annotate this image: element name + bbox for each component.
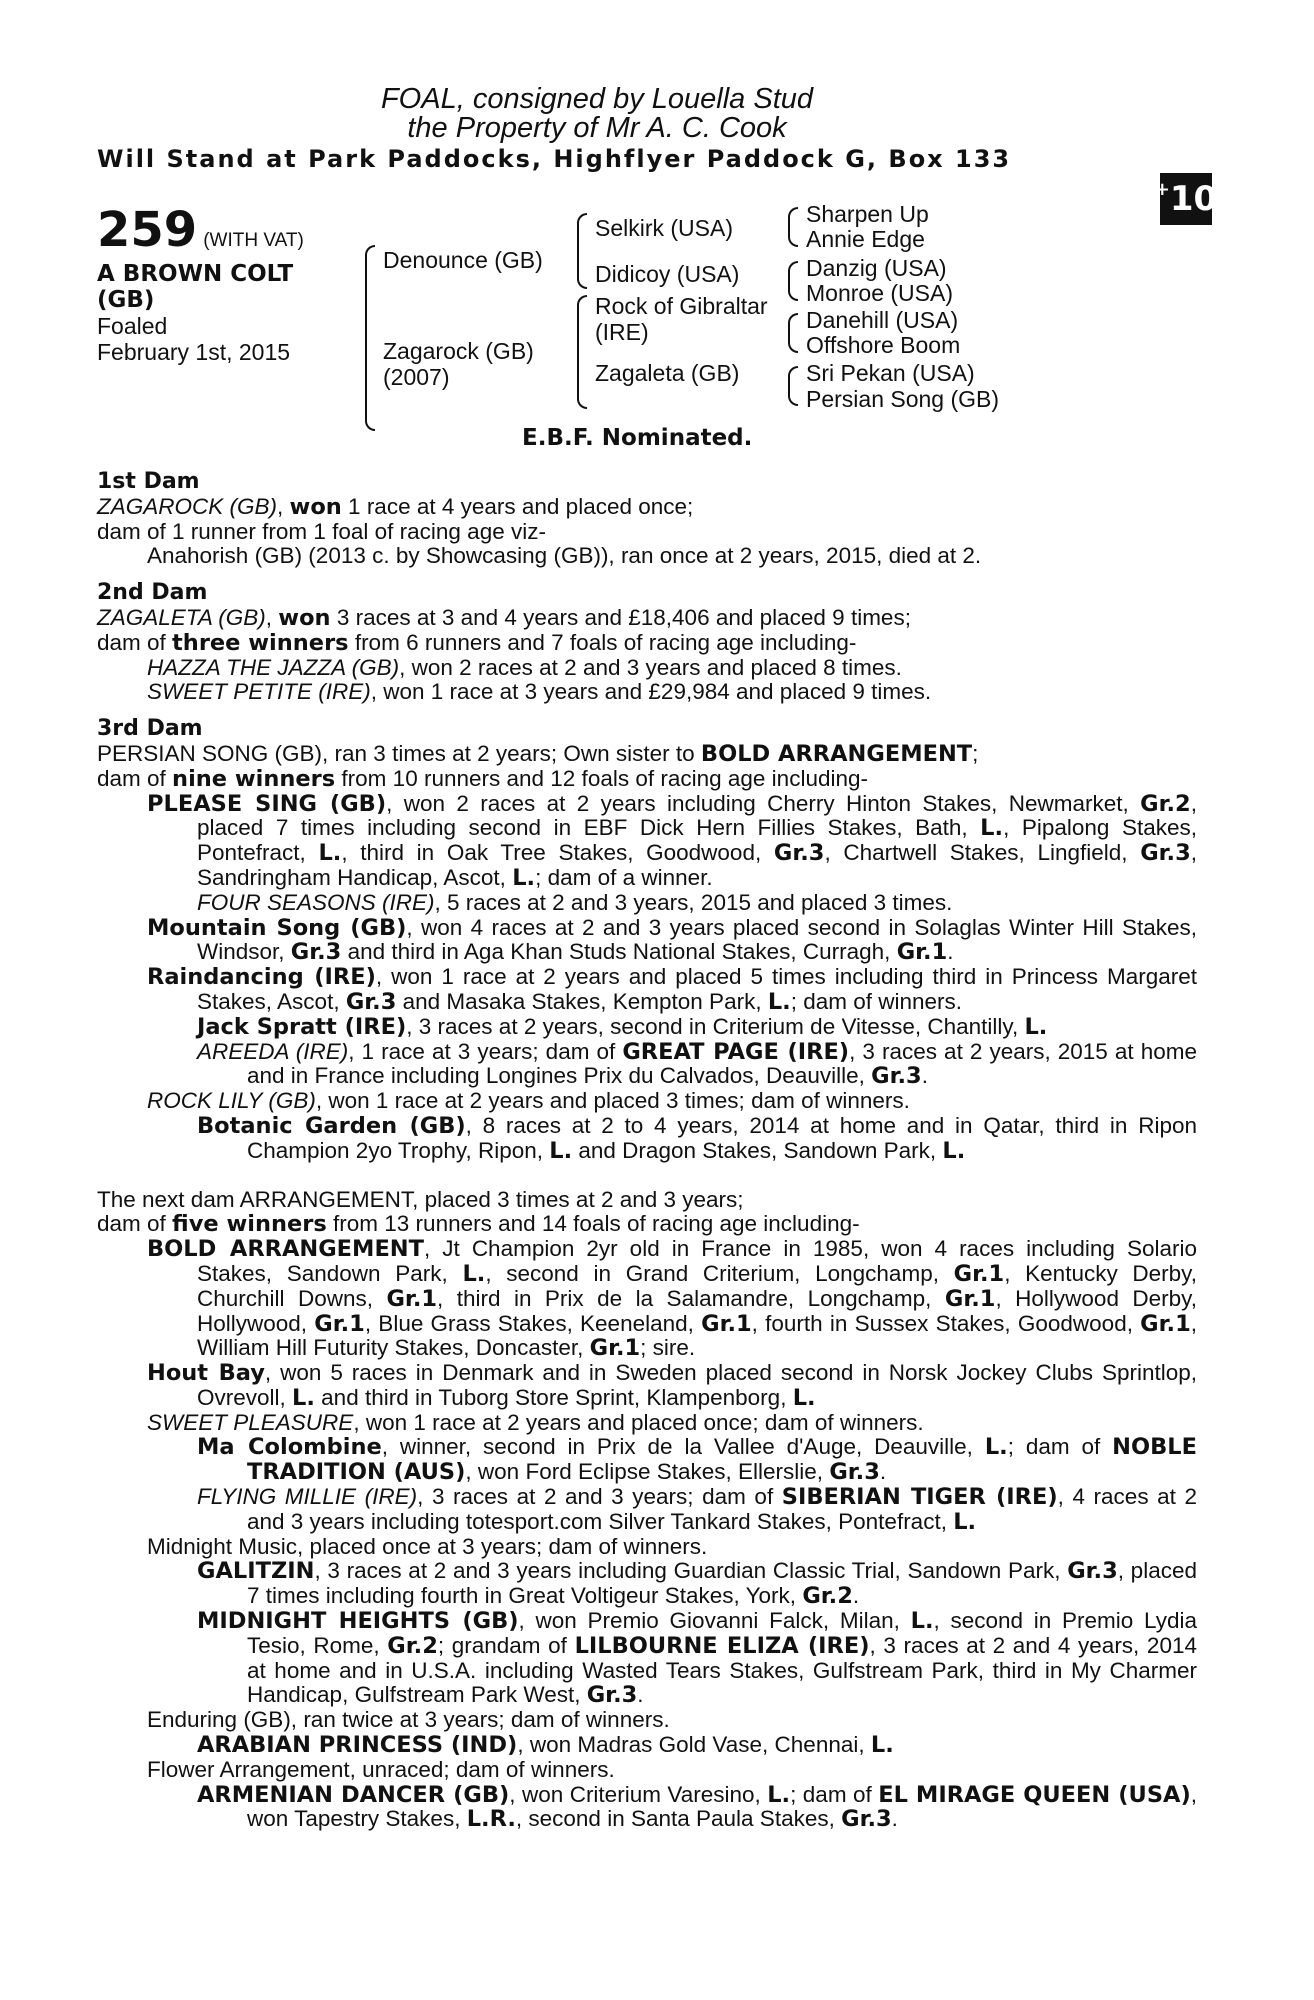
ddd: Persian Song (GB) bbox=[806, 386, 1000, 412]
produce-item: FOUR SEASONS (IRE), 5 races at 2 and 3 years, 2015 and placed 3 times. bbox=[197, 889, 953, 915]
third-dam-heading: 3rd Dam bbox=[97, 716, 203, 742]
second-dam-text: ZAGALETA (GB), won 3 races at 3 and 4 years and £18,406 and placed 9 times; bbox=[97, 604, 911, 631]
produce-item: SWEET PETITE (IRE), won 1 race at 3 years and £29,984 and placed 9 times. bbox=[147, 679, 932, 705]
foaled-label: Foaled bbox=[97, 313, 168, 339]
produce-item: Raindancing (IRE), won 1 race at 2 years and placed 5 times including third in Princess Margaret Stakes, Ascot, Gr.3 and Masaka Stakes, Kempton Park, L.; dam of winners. bbox=[147, 964, 1197, 1015]
produce-item: Mountain Song (GB), won 4 races at 2 and 3 years placed second in Solaglas Winter Hill Stakes, Windsor, Gr.3 and third in Aga Khan Studs National Stakes, Curragh, Gr.1. bbox=[147, 914, 1197, 966]
lot-badge: + 10 bbox=[1160, 173, 1212, 225]
first-dam-produce: dam of 1 runner from 1 foal of racing age viz- bbox=[97, 518, 546, 544]
produce-item: BOLD ARRANGEMENT, Jt Champion 2yr old in France in 1985, won 4 races including Solario Stakes, Sandown Park, L., second in Grand Criterium, Longchamp, Gr.1, Kentucky Derby, Churchill Downs, Gr.1, third in Prix de la Salamandre, Longchamp, Gr.1, Hollywood Derby, Hollywood, Gr.1, Blue Grass Stakes, Keeneland, Gr.1, fourth in Sussex Stakes, Goodwood, Gr.1, William Hill Futurity Stakes, Doncaster, Gr.1; sire. bbox=[147, 1236, 1198, 1362]
property-line: the Property of Mr A. C. Cook bbox=[407, 112, 787, 144]
produce-item: MIDNIGHT HEIGHTS (GB), won Premio Giovanni Falck, Milan, L., second in Premio Lydia Tesio, Rome, Gr.2; grandam of LILBOURNE ELIZA (IRE), 3 races at 2 and 4 years, 2014 at home and in U.S.A. including Wasted Tears Stakes, Gulfstream Park, third in My Charmer Handicap, Gulfstream Park West, Gr.3. bbox=[197, 1608, 1197, 1709]
second-dam-heading: 2nd Dam bbox=[97, 580, 208, 606]
dam: Zagarock (GB) bbox=[383, 338, 534, 364]
foaled-date: February 1st, 2015 bbox=[97, 339, 291, 365]
produce-item: Jack Spratt (IRE), 3 races at 2 years, second in Criterium de Vitesse, Chantilly, L. bbox=[197, 1013, 1048, 1040]
first-dam-text: ZAGAROCK (GB), won 1 race at 4 years and placed once; bbox=[97, 493, 694, 520]
pedigree-block bbox=[97, 201, 1197, 451]
first-dam-heading: 1st Dam bbox=[97, 469, 200, 494]
catalogue-header bbox=[97, 85, 1197, 172]
second-dam-produce: dam of three winners from 6 runners and 7 foals of racing age including- bbox=[97, 629, 857, 656]
ssd: Annie Edge bbox=[806, 226, 925, 252]
produce-item: Flower Arrangement, unraced; dam of winners. bbox=[147, 1756, 615, 1782]
sds: Danzig (USA) bbox=[806, 255, 947, 281]
lot-description: A BROWN COLT (GB) bbox=[97, 261, 294, 313]
lot-number: 259 bbox=[97, 202, 198, 258]
next-dam-produce: dam of five winners from 13 runners and 14 foals of racing age including- bbox=[97, 1211, 860, 1238]
produce-item: Midnight Music, placed once at 3 years; dam of winners. bbox=[147, 1533, 708, 1559]
ebf-note: E.B.F. Nominated. bbox=[522, 425, 753, 451]
produce-item: Botanic Garden (GB), 8 races at 2 to 4 years, 2014 at home and in Qatar, third in Ripon Champion 2yo Trophy, Ripon, L. and Dragon Stakes, Sandown Park, L. bbox=[197, 1112, 1197, 1164]
dam-sire-suffix: (IRE) bbox=[595, 319, 649, 345]
sss: Sharpen Up bbox=[806, 201, 929, 227]
produce-item: Anahorish (GB) (2013 c. by Showcasing (GB)), ran once at 2 years, 2015, died at 2. bbox=[147, 543, 982, 569]
produce-item: ARMENIAN DANCER (GB), won Criterium Varesino, L.; dam of EL MIRAGE QUEEN (USA), won Tapestry Stakes, L.R., second in Santa Paula Stakes, Gr.3. bbox=[197, 1781, 1197, 1833]
produce-item: Hout Bay, won 5 races in Denmark and in Sweden placed second in Norsk Jockey Clubs Sprintlop, Ovrevoll, L. and third in Tuborg Store Sprint, Klampenborg, L. bbox=[147, 1360, 1197, 1411]
dam-sire: Rock of Gibraltar bbox=[595, 293, 768, 319]
consignor-line: FOAL, consigned by Louella Stud bbox=[380, 83, 814, 115]
produce-item: ROCK LILY (GB), won 1 race at 2 years and placed 3 times; dam of winners. bbox=[147, 1088, 910, 1114]
sire: Denounce (GB) bbox=[383, 247, 543, 273]
dsd: Offshore Boom bbox=[806, 332, 961, 358]
produce-item: PLEASE SING (GB), won 2 races at 2 years including Cherry Hinton Stakes, Newmarket, Gr.2, placed 7 times including second in EBF Dick Hern Fillies Stakes, Bath, L., Pipalong Stakes, Pontefract, L., third in Oak Tree Stakes, Goodwood, Gr.3, Chartwell Stakes, Lingfield, Gr.3, Sandringham Handicap, Ascot, L.; dam of a winner. bbox=[147, 790, 1198, 891]
dam-year: (2007) bbox=[383, 364, 450, 390]
produce-item: FLYING MILLIE (IRE), 3 races at 2 and 3 years; dam of SIBERIAN TIGER (IRE), 4 races at 2 and 3 years including totesport.com Silver Tankard Stakes, Pontefract, L. bbox=[197, 1484, 1197, 1535]
next-dam-text: The next dam ARRANGEMENT, placed 3 times at 2 and 3 years; bbox=[97, 1186, 744, 1212]
sdd: Monroe (USA) bbox=[806, 280, 953, 306]
vat-note: (WITH VAT) bbox=[203, 230, 304, 251]
produce-item: Ma Colombine, winner, second in Prix de la Vallee d'Auge, Deauville, L.; dam of NOBLE TRADITION (AUS), won Ford Eclipse Stakes, Ellerslie, Gr.3. bbox=[197, 1434, 1197, 1486]
produce-item: ARABIAN PRINCESS (IND), won Madras Gold Vase, Chennai, L. bbox=[197, 1732, 894, 1759]
dam-dam: Zagaleta (GB) bbox=[595, 360, 740, 386]
third-dam-text: PERSIAN SONG (GB), ran 3 times at 2 years; Own sister to BOLD ARRANGEMENT; bbox=[97, 740, 979, 767]
dds: Sri Pekan (USA) bbox=[806, 360, 975, 386]
catalogue-body bbox=[97, 470, 1197, 1832]
produce-item: Enduring (GB), ran twice at 3 years; dam of winners. bbox=[147, 1707, 670, 1733]
sire-dam: Didicoy (USA) bbox=[595, 261, 740, 287]
lot-info bbox=[97, 202, 327, 365]
produce-item: GALITZIN, 3 races at 2 and 3 years including Guardian Classic Trial, Sandown Park, Gr.3, placed 7 times including fourth in Great Voltigeur Stakes, York, Gr.2. bbox=[197, 1558, 1197, 1610]
stand-line: Will Stand at Park Paddocks, Highflyer Paddock G, Box 133 bbox=[97, 145, 1012, 173]
produce-item: SWEET PLEASURE, won 1 race at 2 years and placed once; dam of winners. bbox=[147, 1409, 924, 1435]
third-dam-produce: dam of nine winners from 10 runners and 12 foals of racing age including- bbox=[97, 765, 868, 792]
produce-item: AREEDA (IRE), 1 race at 3 years; dam of GREAT PAGE (IRE), 3 races at 2 years, 2015 at home and in France including Longines Prix du Calvados, Deauville, Gr.3. bbox=[197, 1038, 1197, 1090]
dss: Danehill (USA) bbox=[806, 307, 959, 333]
produce-item: HAZZA THE JAZZA (GB), won 2 races at 2 and 3 years and placed 8 times. bbox=[147, 654, 902, 680]
sire-sire: Selkirk (USA) bbox=[595, 215, 734, 241]
